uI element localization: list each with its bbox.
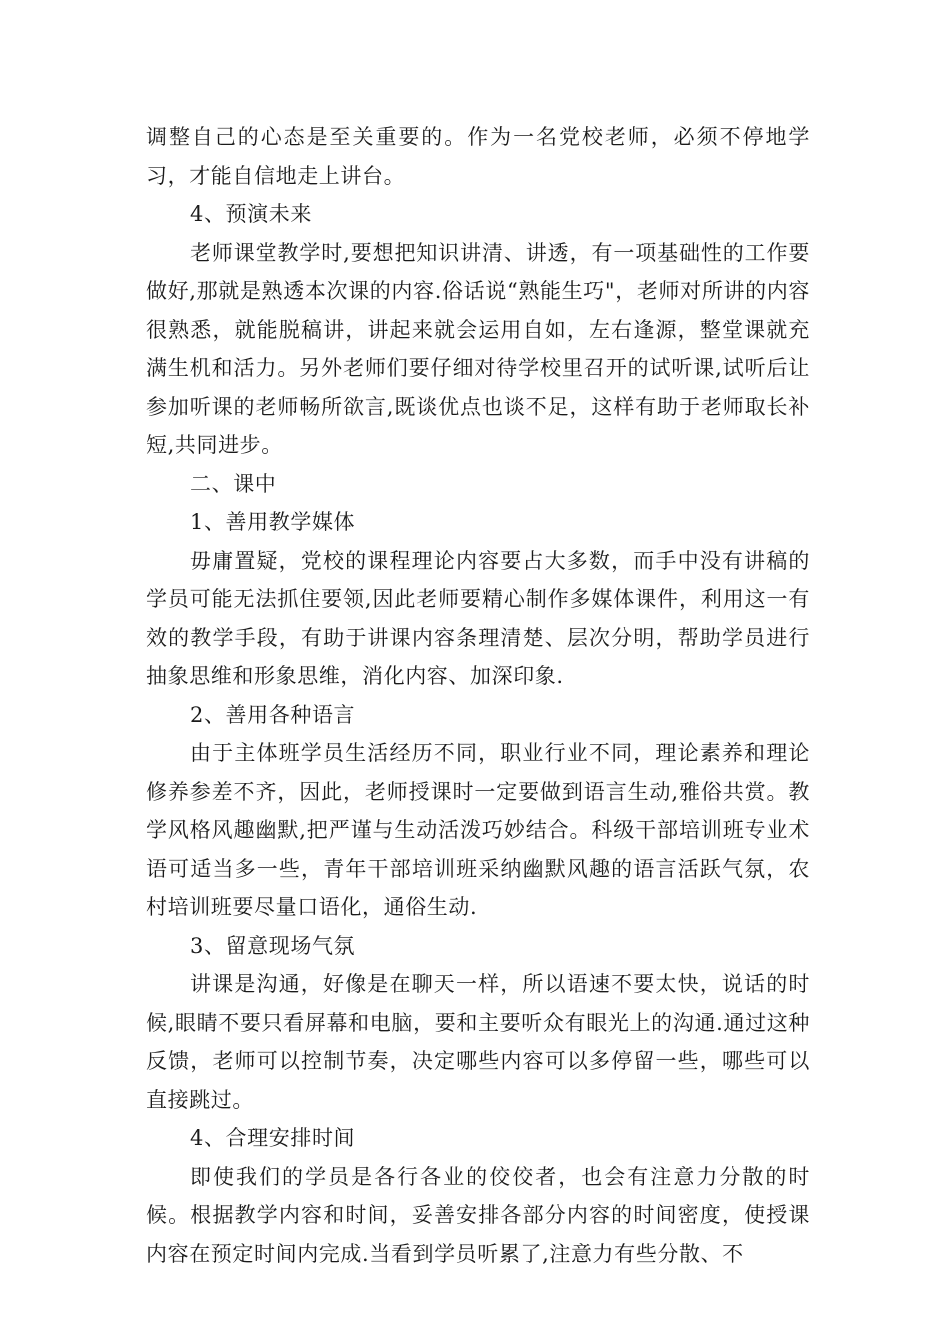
paragraph-continuation: 调整自己的心态是至关重要的。作为一名党校老师，必须不停地学习，才能自信地走上讲台。	[146, 125, 810, 188]
paragraph-time-arrangement: 即使我们的学员是各行各业的佼佼者，也会有注意力分散的时候。根据教学内容和时间，妥善安排各部分内容的时间密度，使授课内容在预定时间内完成.当看到学员听累了,注意力有些分散、不	[146, 1164, 810, 1266]
heading-time-arrangement: 4、合理安排时间	[190, 1126, 356, 1150]
paragraph-atmosphere: 讲课是沟通，好像是在聊天一样，所以语速不要太快，说话的时候,眼睛不要只看屏幕和电脑，要和主要听众有眼光上的沟通.通过这种反馈，老师可以控制节奏，决定哪些内容可以多停留一些，哪些可以直接跳过。	[146, 972, 810, 1112]
paragraph-rehearse-future: 老师课堂教学时,要想把知识讲清、讲透，有一项基础性的工作要做好,那就是熟透本次课的内容.俗话说“熟能生巧"，老师对所讲的内容很熟悉，就能脱稿讲，讲起来就会运用自如，左右逢源，整堂课就充满生机和活力。另外老师们要仔细对待学校里召开的试听课,试听后让参加听课的老师畅所欲言,既谈优点也谈不足，这样有助于老师取长补短,共同进步。	[146, 240, 810, 457]
document-body	[146, 118, 810, 1273]
heading-teaching-media: 1、善用教学媒体	[190, 510, 356, 534]
paragraph-teaching-media: 毋庸置疑，党校的课程理论内容要占大多数，而手中没有讲稿的学员可能无法抓住要领,因此老师要精心制作多媒体课件，利用这一有效的教学手段，有助于讲课内容条理清楚、层次分明，帮助学员进行抽象思维和形象思维，消化内容、加深印象.	[146, 548, 810, 688]
heading-various-language: 2、善用各种语言	[190, 702, 356, 727]
paragraph-various-language: 由于主体班学员生活经历不同，职业行业不同，理论素养和理论修养参差不齐，因此，老师授课时一定要做到语言生动,雅俗共赏。教学风格风趣幽默,把严谨与生动活泼巧妙结合。科级干部培训班专业术语可适当多一些，青年干部培训班采纳幽默风趣的语言活跃气氛，农村培训班要尽量口语化，通俗生动.	[146, 741, 810, 919]
heading-atmosphere: 3、留意现场气氛	[190, 933, 356, 958]
heading-rehearse-future: 4、预演未来	[190, 202, 312, 226]
heading-in-class: 二、课中	[190, 471, 277, 496]
